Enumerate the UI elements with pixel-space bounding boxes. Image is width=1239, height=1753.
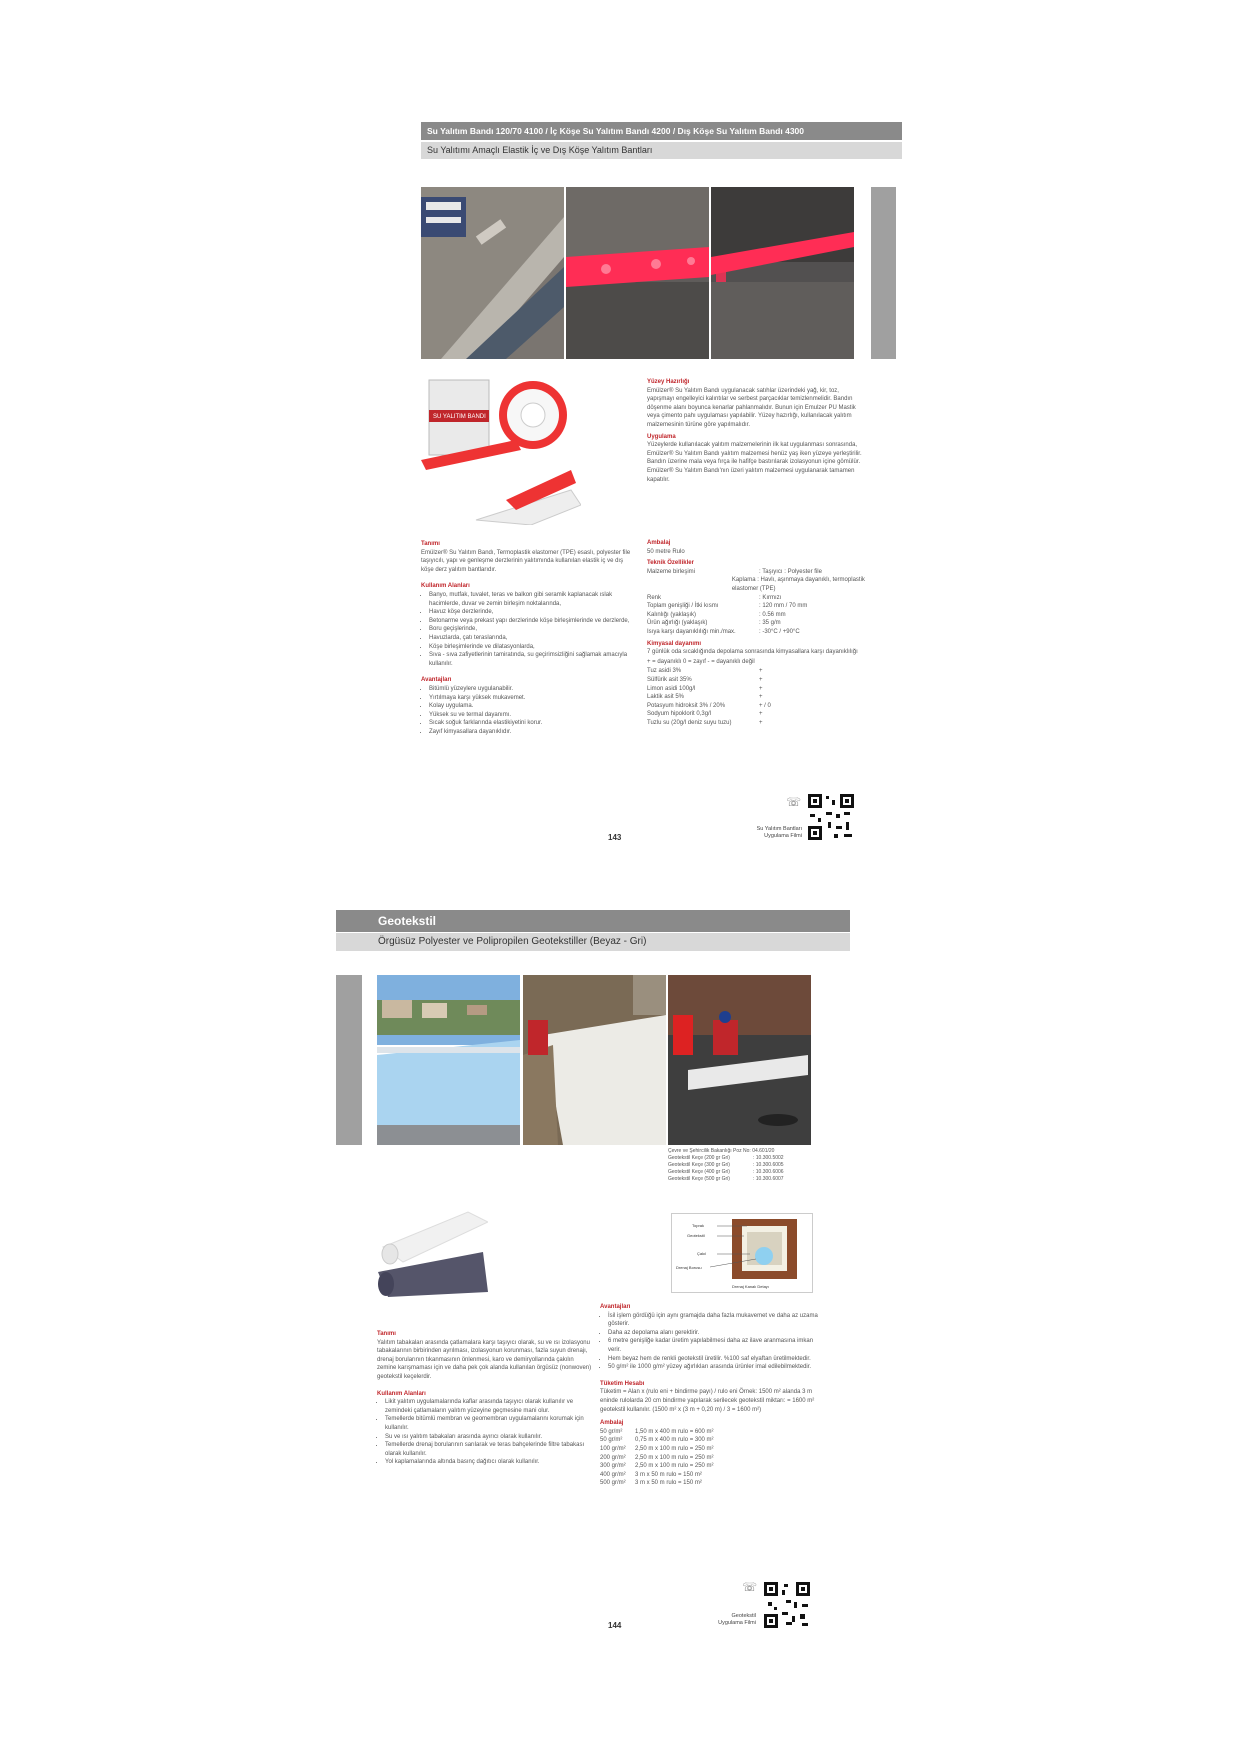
tech-row: Toplam genişliği / İtki kısmı : 120 mm / 70 mm <box>647 603 808 610</box>
table-row: 50 gr/m² 1,50 m x 400 m rulo = 600 m² <box>600 1428 714 1435</box>
list-item: • Sıva - sıva zafiyetlerinin tamiratında, su geçirimsizliğini sağlamak amacıyla kullanılır. <box>429 651 636 668</box>
table-row: Geotekstil Keçe (300 gr Gri) : 10.300.6005 <box>668 1162 784 1168</box>
tech-row: Ürün ağırlığı (yaklaşık) : 35 g/m <box>647 620 781 627</box>
list-item: • Temellerde bitümlü membran ve geomembran uygulamalarını korumak için kullanılır. <box>385 1415 592 1432</box>
page143-header-subtitle: Su Yalıtımı Amaçlı Elastik İç ve Dış Köşe Yalıtım Bantları <box>421 142 902 159</box>
photo-red-tape-corner <box>566 187 709 359</box>
surface-text: Emülzer® Su Yalıtım Bandı uygulanacak satıhlar üzerindeki yağ, kir, toz, yapışmayı engelleyici kalıntılar ve serbest parçacıklar temizlenmelidir. Bandın döşenme alanı boyunca kenarlar pahlanmalıdır. Bunun için Emulzer PU Mastik veya çimento pahı uygulaması yapılabilir. Yüzey hazırlığı, kullanılacak yalıtım malzemesinin türüne göre yapılmalıdır. <box>647 387 856 428</box>
chem-row: Tuz asidi 3% + <box>647 668 763 675</box>
list-item: • Bitümlü yüzeylere uygulanabilir. <box>429 685 636 694</box>
list-item: • Likit yalıtım uygulamalarında kaflar arasında taşıyıcı olarak kullanılır ve zemindeki çatlamaların yalıtım yüzeyine geçmesine mani olur. <box>385 1398 592 1415</box>
table-row: 100 gr/m² 2,50 m x 100 m rulo = 250 m² <box>600 1445 714 1452</box>
page144-qr-caption <box>690 1613 756 1627</box>
chem-row: Sülfürik asit 35% + <box>647 676 763 683</box>
page144-number: 144 <box>608 1621 622 1630</box>
tech-row: Renk : Kırmızı <box>647 594 782 601</box>
qr-code-icon[interactable] <box>762 1580 812 1630</box>
photo-geotextile-laying <box>523 975 666 1145</box>
list-item: • Banyo, mutfak, tuvalet, teras ve balkon gibi seramik kaplanacak ıslak hacimlerde, duvar ve zemin birleşim noktalarında, <box>429 591 636 608</box>
chem-text: 7 günlük oda sıcaklığında depolama sonrasında kimyasallara karşı dayanıklılığı <box>647 649 858 656</box>
table-row: 50 gr/m² 0,75 m x 400 m rulo = 300 m² <box>600 1437 714 1444</box>
usage-list <box>377 1398 592 1467</box>
chem-title: Kimyasal dayanımı <box>647 640 702 647</box>
package-label: SU YALITIM BANDI <box>433 414 486 420</box>
consumption-title: Tüketim Hesabı <box>600 1380 645 1387</box>
table-row: 400 gr/m² 3 m x 50 m rulo = 150 m² <box>600 1471 702 1478</box>
page144-right-column <box>600 1300 825 1488</box>
chem-row: Laktik asit 5% + <box>647 694 763 701</box>
qr-caption-line: Su Yalıtım Bantları <box>756 826 802 832</box>
diagram-label: Toprak <box>692 1223 705 1228</box>
page143-left-column <box>421 537 636 736</box>
list-item: • 6 metre genişliğe kadar üretim yapılabilmesi daha az ilave aranmasına imkan verir. <box>608 1337 825 1354</box>
page144-left-column <box>377 1327 592 1467</box>
list-item: • Daha az depolama alanı gerektirir. <box>608 1329 825 1338</box>
product-tape-image <box>421 375 581 525</box>
tech-row: Kaplama : Havlı, aşınmaya dayanıklı, termoplastik elastomer (TPE) <box>731 577 865 592</box>
poz-table <box>668 1148 811 1183</box>
page144-header-subtitle: Örgüsüz Polyester ve Polipropilen Geotekstiller (Beyaz - Gri) <box>336 933 850 951</box>
tech-row: Kalınlığı (yaklaşık) : 0.56 mm <box>647 611 786 618</box>
page144-header-title: Geotekstil <box>336 910 850 932</box>
list-item: • Zayıf kimyasallara dayanıklıdır. <box>429 728 636 737</box>
tech-row: Malzeme birleşimi : Taşıyıcı : Polyester file <box>647 568 822 575</box>
diagram-label: Çakıl <box>697 1251 707 1256</box>
packaging-text: 50 metre Rulo <box>647 548 685 555</box>
geotextile-roll-image <box>378 1192 488 1300</box>
page143-header-title: Su Yalıtım Bandı 120/70 4100 / İç Köşe Su Yalıtım Bandı 4200 / Dış Köşe Su Yalıtım Bandı 4300 <box>421 122 902 140</box>
page143-side-bar <box>871 187 896 359</box>
list-item: • İsil işlem gördüğü için aynı gramajda daha fazla mukavemet ve daha az uzama gösterir. <box>608 1312 825 1329</box>
chem-row: Limon asidi 100g/l + <box>647 685 763 692</box>
page143-number: 143 <box>608 833 622 842</box>
advantages-title: Avantajları <box>421 677 452 684</box>
qr-caption-line: Uygulama Filmi <box>764 833 802 839</box>
advantages-list <box>421 685 636 737</box>
list-item: • Hem beyaz hem de renkli geotekstil üretilir. %100 saf elyaftan üretilmektedir. <box>608 1355 825 1364</box>
list-item: • Köşe birleşimlerinde ve dilatasyonlarda, <box>429 643 636 652</box>
photo-workers-rolling <box>668 975 811 1145</box>
list-item: • Yırtılmaya karşı yüksek mukavemet. <box>429 694 636 703</box>
poz-title: Çevre ve Şehircilik Bakanlığı Poz No: 04.601/20 <box>668 1148 775 1154</box>
photo-roller-application <box>421 187 564 359</box>
page143-right-column <box>647 375 867 485</box>
chem-legend: + = dayanıklı 0 = zayıf - = dayanıklı değil <box>647 658 755 665</box>
chem-row: Potasyum hidroksit 3% / 20% + / 0 <box>647 702 771 709</box>
table-row: Geotekstil Keçe (200 gr Gri) : 10.300.5002 <box>668 1155 784 1161</box>
table-row: 500 gr/m² 3 m x 50 m rulo = 150 m² <box>600 1480 702 1487</box>
drainage-diagram <box>671 1213 813 1293</box>
application-title: Uygulama <box>647 433 676 440</box>
diagram-label: Geotekstil <box>687 1233 705 1238</box>
diagram-caption: Drenaj Kanalı Detayı <box>732 1284 769 1289</box>
list-item: • Yol kaplamalarında altında basınç dağıtıcı olarak kullanılır. <box>385 1458 592 1467</box>
definition-text: Yalıtım tabakaları arasında çatlamalara karşı taşıyıcı olarak, su ve ısı izolasyonu tabakalarının birbirinden ayrılması, izolasyonun korunması, fazla suyun drenajı, drenaj borularının tıkanmasının önlenmesi, karo ve demiryollarında çakılın zemine karışmaması için ve daha pek çok alanda kullanılan örgüsüz (nonwoven) geotekstil keçelerdir. <box>377 1339 592 1380</box>
photo-roof-pool <box>377 975 520 1145</box>
diagram-label: Drenaj Borusu <box>676 1265 702 1270</box>
tech-row: Isıya karşı dayanıklılığı min./max. : -30°C / +90°C <box>647 628 800 635</box>
table-row: 200 gr/m² 2,50 m x 100 m rulo = 250 m² <box>600 1454 714 1461</box>
phone-icon: ☏ <box>786 795 802 809</box>
list-item: • Sıcak soğuk farklarında elastikiyetini korur. <box>429 719 636 728</box>
table-row: Geotekstil Keçe (500 gr Gri) : 10.300.6007 <box>668 1176 784 1182</box>
usage-title: Kullanım Alanları <box>377 1390 426 1397</box>
list-item: • Boru geçişlerinde, <box>429 625 636 634</box>
list-item: • Betonarme veya prekast yapı derzlerinde köşe birleşimlerinde ve derzlerde, <box>429 617 636 626</box>
list-item: • Temellerde drenaj borularının sarılarak ve teras bahçelerinde filtre tabakası olarak kullanılır. <box>385 1441 592 1458</box>
qr-code-icon[interactable] <box>806 792 856 842</box>
application-text: Yüzeylerde kullanılacak yalıtım malzemelerinin ilk kat uygulanması sonrasında, Emülzer® Su Yalıtım Bandı yalıtım malzemesi henüz yaş iken yüzeye yerleştirilir. Bandın üzerine mala veya fırça ile hafifçe bastırılarak izolasyonun içine gömülür. Emülzer® Su Yalıtım Bandı'nın üzeri yalıtım malzemesi uygulanarak tamamen kapatılır. <box>647 442 862 483</box>
page144-side-bar <box>336 975 362 1145</box>
advantages-title: Avantajları <box>600 1304 631 1310</box>
page143-tech-column <box>647 536 867 727</box>
table-row: 300 gr/m² 2,50 m x 100 m rulo = 250 m² <box>600 1463 714 1470</box>
list-item: • Havuz köşe derzlerinde, <box>429 608 636 617</box>
tech-title: Teknik Özellikler <box>647 560 694 567</box>
consumption-text: Tüketim = Alan x (rulo eni + bindirme payı) / rulo eni Örnek: 1500 m² alanda 3 m eninde rulolarda 20 cm bindirme yapılarak serilecek geotekstil miktarı: = 1600 m² geotekstil kullanılır. (1500 m² x (3 m + 0,20 m) / 3 = 1600 m²) <box>600 1389 815 1413</box>
page143-qr-caption <box>706 826 802 840</box>
advantages-list <box>600 1312 825 1372</box>
list-item: • Su ve ısı yalıtım tabakaları arasında ayırıcı olarak kullanılır. <box>385 1433 592 1442</box>
qr-caption-line: Geotekstil <box>731 1613 756 1619</box>
usage-title: Kullanım Alanları <box>421 583 470 590</box>
list-item: • Yüksek su ve termal dayanımı. <box>429 711 636 720</box>
definition-title: Tanımı <box>421 541 440 547</box>
photo-red-tape-wall <box>711 187 854 359</box>
list-item: • Havuzlarda, çatı teraslarında, <box>429 634 636 643</box>
chem-row: Sodyum hipoklorit 0,3g/l + <box>647 711 763 718</box>
phone-icon: ☏ <box>742 1580 758 1594</box>
chem-row: Tuzlu su (20g/l deniz suyu tuzu) + <box>647 719 763 726</box>
packaging-title: Ambalaj <box>647 540 671 546</box>
list-item: • Kolay uygulama. <box>429 702 636 711</box>
list-item: • 50 g/m² ile 1000 g/m² yüzey ağırlıkları arasında ürünler imal edilebilmektedir. <box>608 1363 825 1372</box>
usage-list <box>421 591 636 668</box>
qr-caption-line: Uygulama Filmi <box>718 1620 756 1626</box>
surface-title: Yüzey Hazırlığı <box>647 379 690 385</box>
definition-title: Tanımı <box>377 1331 396 1337</box>
table-row: Geotekstil Keçe (400 gr Gri) : 10.300.6006 <box>668 1169 784 1175</box>
definition-text: Emülzer® Su Yalıtım Bandı, Termoplastik elastomer (TPE) esaslı, polyester file taşıyıcılı, yapı ve genleşme derzlerinin yalıtımında kullanılan elastik iç ve dış köşe derz yalıtım bantlarıdır. <box>421 549 631 573</box>
packaging-title: Ambalaj <box>600 1420 624 1427</box>
